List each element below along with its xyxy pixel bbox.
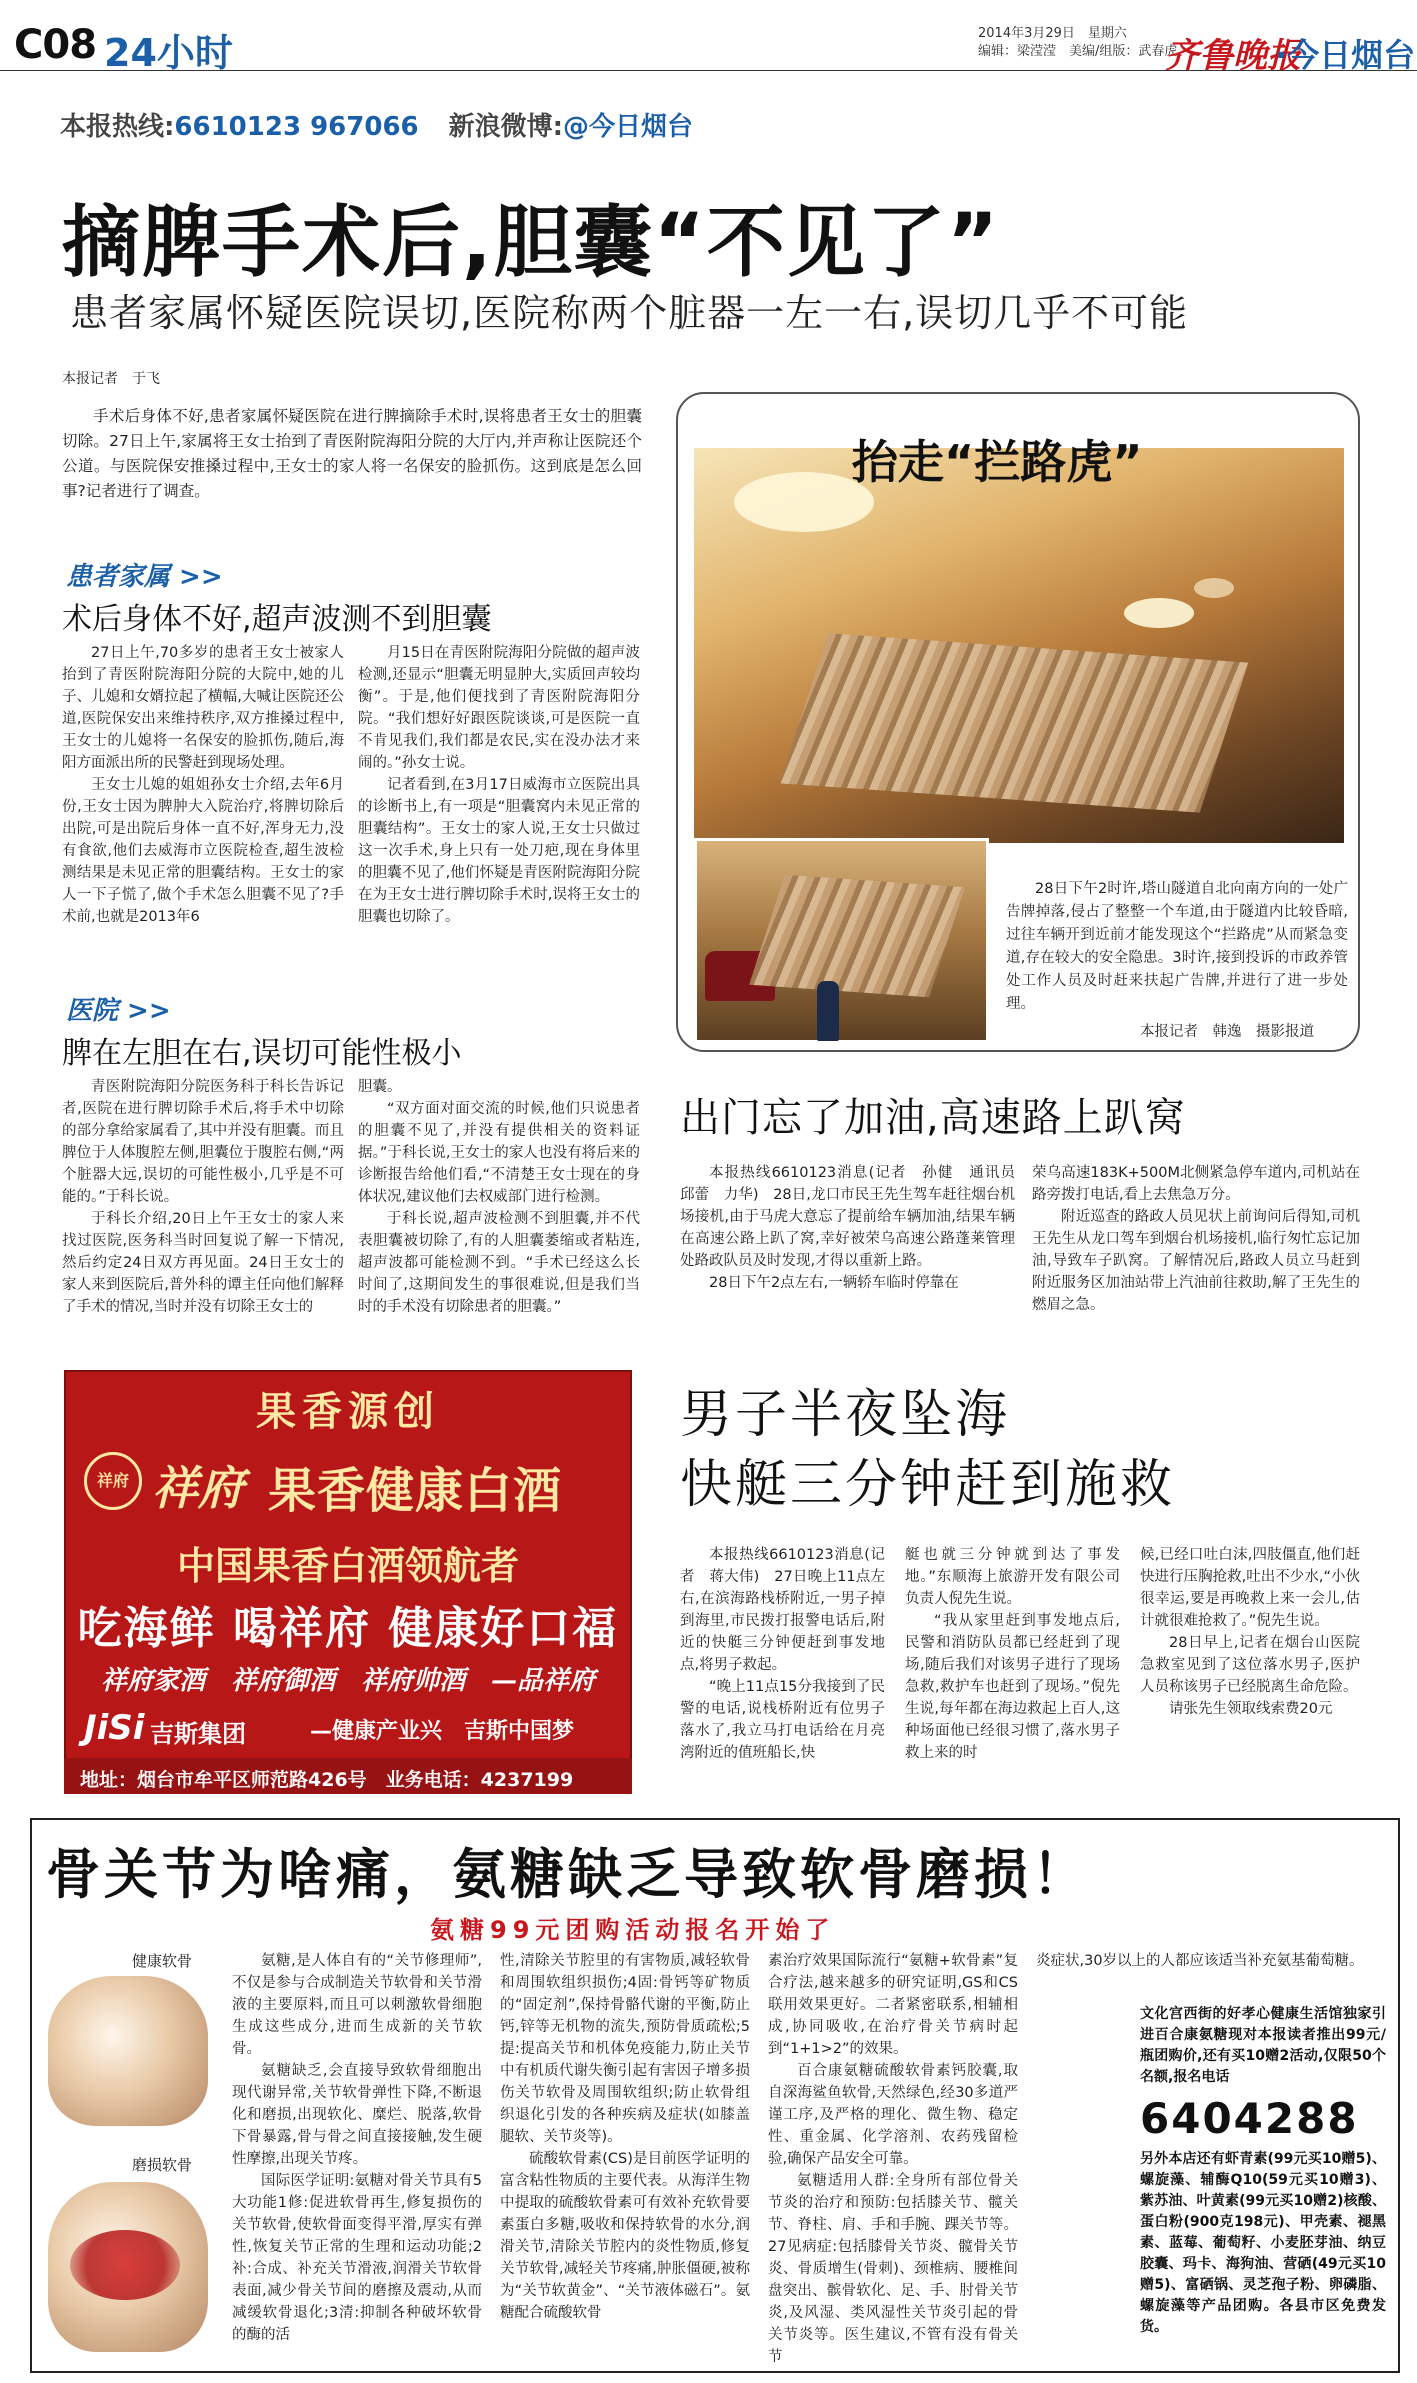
issue-date: 2014年3月29日 星期六 xyxy=(978,26,1127,41)
paragraph: “我从家里赶到事发地点后,民警和消防队员都已经赶到了现场,随后我们对该男子进行了现场急救,救护车也赶到了现场。”倪先生说,每年都在海边救起上百人,这种场面他已经很习惯了,落水男子救上来的时 xyxy=(905,1613,1120,1761)
lead-byline: 本报记者 于飞 xyxy=(62,371,160,387)
ad-column xyxy=(768,1950,1018,2368)
promo-phone: 6404288 xyxy=(1140,2094,1359,2143)
hotline-label: 本报热线: xyxy=(60,112,175,142)
health-ad-title: 骨关节为啥痛，氨糖缺乏导致软骨磨损！ xyxy=(46,1843,1090,1906)
masthead-rule xyxy=(0,70,1417,71)
article-column xyxy=(1140,1544,1360,1720)
paragraph: 氨糖缺乏,会直接导致软骨细胞出现代谢异常,关节软骨弹性下降,不断退化和磨损,出现软化、糜烂、脱落,软骨下骨暴露,骨与骨之间直接接触,发生硬性摩擦,出现关节疼。 xyxy=(232,2063,482,2167)
weibo-label: 新浪微博: xyxy=(448,112,564,142)
worker-figure xyxy=(817,981,839,1041)
paragraph: 性,清除关节腔里的有害物质,减轻软骨和周围软组织损伤;4固:骨钙等矿物质的“固定剂”,保持骨骼代谢的平衡,防止钙,锌等无机物的流失,预防骨质疏松;5提:提高关节和机体免疫能力,防止关节中有机质代谢失衡引起有害因子增多损伤关节软骨及周围软组织;防止软骨组织退化引发的各种疾病及症状(如膝盖腿软、关节炎等)。 xyxy=(500,1953,750,2145)
paragraph: “双方面对面交流的时候,他们只说患者的胆囊不见了,并没有提供相关的资料证据。”于科长说,王女士的家人也没有将后来的诊断报告给他们看,“不清楚王女士现在的身体状况,建议他们去权威部门进行检测。 xyxy=(358,1101,640,1205)
ad-address: 地址：烟台市牟平区师范路426号 业务电话：4237199 xyxy=(64,1758,632,1794)
paragraph: 国际医学证明:氨糖对骨关节具有5大功能1修:促进软骨再生,修复损伤的关节软骨,使软骨面变得平滑,厚实有弹性,恢复关节正常的生理和运动功能;2补:合成、补充关节滑液,润滑关节软骨表面,减少骨关节间的磨擦及震动,从而减缓软骨退化;3清:抑制各种破坏软骨的酶的活 xyxy=(232,2173,482,2343)
paragraph: 百合康氨糖硫酸软骨素钙胶囊,取自深海鲨鱼软骨,天然绿色,经30多道严谨工序,及严格的理化、微生物、稳定性、重金属、化学溶剂、农药残留检验,确保产品安全可靠。 xyxy=(768,2063,1018,2167)
healthy-knee-illustration xyxy=(48,1976,208,2126)
paper-logo: 齐鲁晚报 xyxy=(1165,36,1301,76)
paragraph: 荣乌高速183K+500M北侧紧急停车道内,司机站在路旁拨打电话,看上去焦急万分。 xyxy=(1032,1165,1360,1203)
group-name: 吉斯集团 xyxy=(150,1720,246,1748)
photo-credit: 本报记者 韩逸 摄影报道 xyxy=(1140,1024,1314,1040)
promo-box xyxy=(1140,2004,1386,2338)
section-kicker-family: 患者家属 >> xyxy=(66,562,223,592)
paragraph: 候,已经口吐白沫,四肢僵直,他们赶快进行压胸抢救,吐出不少水,“小伙很幸运,要是再晚救上来一会儿,估计就很难抢救了。”倪先生说。 xyxy=(1140,1547,1360,1629)
paragraph: 于科长说,超声波检测不到胆囊,并不代表胆囊被切除了,有的人胆囊萎缩或者粘连,超声波都可能检测不到。“手术已经这么长时间了,这期间发生的事很难说,但是我们当时的手术没有切除患者的胆囊。” xyxy=(358,1211,640,1315)
paragraph: 于科长介绍,20日上午王女士的家人来找过医院,医务科当时回复说了解一下情况,然后约定24日双方再见面。24日王女士的家人来到医院后,普外科的谭主任向他们解释了手术的情况,当时并没有切除王女士的 xyxy=(62,1211,344,1315)
paragraph: 月15日在青医附院海阳分院做的超声波检测,还显示“胆囊无明显肿大,实质回声较均衡”。于是,他们便找到了青医附院海阳分院。“我们想好好跟医院谈谈,可是医院一直不肯见我们,我们都是农民,实在没办法才来闹的。”孙女士说。 xyxy=(358,645,640,771)
brand-main: 果香健康白酒 xyxy=(268,1463,563,1519)
lead-intro: 手术后身体不好,患者家属怀疑医院在进行脾摘除手术时,误将患者王女士的胆囊切除。27日上午,家属将王女士抬到了青医附院海阳分院的大厅内,并声称让医院还个公道。与医院保安推搡过程中,王女士的家人将一名保安的脸抓伤。这到底是怎么回事?记者进行了调查。 xyxy=(62,407,642,500)
ad-product-line: 祥府家酒 祥府御酒 祥府帅酒 —品祥府 xyxy=(100,1666,595,1696)
photo-caption: 28日下午2时许,塔山隧道自北向南方向的一处广告牌掉落,侵占了整整一个车道,由于隧道内比较昏暗,过往车辆开到近前才能发现这个“拦路虎”从而紧急变道,存在较大的安全隐患。3时许,接到投诉的市政养管处工作人员及时赶来扶起广告牌,并进行了进一步处理。 xyxy=(1006,881,1348,1012)
article-column xyxy=(680,1162,1030,1294)
jisi-logo: JiSi xyxy=(84,1708,145,1748)
paragraph: “晚上11点15分我接到了民警的电话,说栈桥附近有位男子落水了,我立马打电话给在月亮湾附近的值班船长,快 xyxy=(680,1679,885,1761)
ad-column xyxy=(232,1950,482,2346)
article-column xyxy=(680,1544,885,1764)
ad-top-line: 果香源创 xyxy=(256,1388,440,1435)
paragraph: 27日上午,70多岁的患者王女士被家人抬到了青医附院海阳分院的大院中,她的儿子、儿媳和女婿拉起了横幅,大喊让医院还公道,医院保安出来维持秩序,双方推搡过程中,王女士的儿媳将一名保安的脸抓伤,随后,海阳方面派出所的民警赶到现场处理。 xyxy=(62,645,344,771)
editor-credits: 编辑：梁滢滢 美编/组版：武春虎 xyxy=(978,44,1178,59)
weibo-handle: @今日烟台 xyxy=(563,112,694,142)
health-ad-subtitle: 氨糖99元团购活动报名开始了 xyxy=(430,1916,836,1944)
label-healthy-cartilage: 健康软骨 xyxy=(132,1952,193,1970)
paragraph: 本报热线6610123消息(记者 孙健 通讯员 邱蕾 力华) 28日,龙口市民王先生驾车赶往烟台机场接机,由于马虎大意忘了提前给车辆加油,结果车辆在高速公路上趴了窝,幸好被荣乌高速公路蓬莱管理处路政队员及时发现,才得以重新上路。 xyxy=(680,1165,1030,1269)
section-name: 24小时 xyxy=(104,31,233,75)
paragraph: 胆囊。 xyxy=(358,1079,402,1095)
page-number: C08 xyxy=(14,22,97,68)
tunnel-light xyxy=(1194,578,1234,598)
paragraph: 王女士儿媳的姐姐孙女士介绍,去年6月份,王女士因为脾肿大入院治疗,将脾切除后出院,可是出院后身体一直不好,浑身无力,没有食欲,他们去威海市立医院检查,超生波检测结果是未见正常的胆囊结构。王女士的家人一下子慌了,做个手术怎么胆囊不见了?手术前,也就是2013年6 xyxy=(62,777,344,925)
article-column xyxy=(62,642,344,928)
ad-column xyxy=(500,1950,750,2324)
section-title-family: 术后身体不好,超声波测不到胆囊 xyxy=(62,602,492,637)
inset-photo xyxy=(694,838,989,1043)
paragraph: 青医附院海阳分院医务科于科长告诉记者,医院在进行脾切除手术后,将手术中切除的部分拿给家属看了,其中并没有胆囊。而且脾位于人体腹腔左侧,胆囊位于腹腔右侧,“两个脏器大远,误切的可能性极小,几乎是不可能的。”于科长说。 xyxy=(62,1079,344,1205)
article-column xyxy=(62,1076,344,1318)
section-title-hospital: 脾在左胆在右,误切可能性极小 xyxy=(62,1036,462,1071)
story2-headline: 出门忘了加油,高速路上趴窝 xyxy=(680,1095,1186,1141)
paragraph: 28日下午2点左右,一辆轿车临时停靠在 xyxy=(709,1275,959,1291)
paragraph: 请张先生领取线索费20元 xyxy=(1169,1701,1333,1717)
paragraph: 附近巡查的路政人员见状上前询问后得知,司机王先生从龙口驾车到烟台机场接机,临行匆忙忘记加油,导致车子趴窝。了解情况后,路政人员立马赶到附近服务区加油站带上汽油前往救助,解了王先生的燃眉之急。 xyxy=(1032,1209,1360,1313)
lead-subheadline: 患者家属怀疑医院误切,医院称两个脏器一左一右,误切几乎不可能 xyxy=(70,291,1189,335)
article-column xyxy=(1032,1162,1360,1316)
article-column xyxy=(358,642,640,928)
article-column xyxy=(905,1544,1120,1764)
tunnel-photo xyxy=(694,448,1344,843)
promo-details: 另外本店还有虾青素(99元买10赠5)、螺旋藻、辅酶Q10(59元买10赠3)、紫苏油、叶黄素(99元买10赠2)核酸、蛋白粉(900克198元)、甲壳素、褪黑素、蓝莓、葡萄籽、小麦胚芽油、纳豆胶囊、玛卡、海狗油、营硒(49元买10赠5)、富硒锅、灵芝孢子粉、卵磷脂、螺旋藻等产品团购。各县市区免费发货。 xyxy=(1140,2151,1386,2335)
paragraph: 炎症状,30岁以上的人都应该适当补充氨基葡萄糖。 xyxy=(1036,1953,1364,1969)
group-slogan: —健康产业兴 吉斯中国梦 xyxy=(310,1719,575,1744)
ad-slogan-1: 中国果香白酒领航者 xyxy=(176,1543,519,1588)
brand-script: 祥府 xyxy=(152,1461,244,1515)
label-worn-cartilage: 磨损软骨 xyxy=(132,2156,193,2174)
photo-title: 抬走“拦路虎” xyxy=(852,435,1143,489)
paragraph: 艇也就三分钟就到达了事发地。”东顺海上旅游开发有限公司负责人倪先生说。 xyxy=(905,1547,1120,1607)
inflammation-highlight xyxy=(70,2230,180,2300)
story3-headline-line1: 男子半夜坠海 xyxy=(680,1385,1011,1445)
article-column xyxy=(358,1076,640,1318)
fallen-billboard xyxy=(749,875,965,998)
paragraph: 记者看到,在3月17日威海市立医院出具的诊断书上,有一项是“胆囊窝内未见正常的胆囊结构”。王女士的家人说,王女士只做过这一次手术,身上只有一处刀疤,现在身体里的胆囊不见了,他们怀疑是青医附院海阳分院在为王女士进行脾切除手术时,误将王女士的胆囊也切除了。 xyxy=(358,777,640,925)
paragraph: 素治疗效果国际流行“氨糖+软骨素”复合疗法,越来越多的研究证明,GS和CS联用效果更好。二者紧密联系,相辅相成,协同吸收,在治疗骨关节病时起到“1+1>2”的效果。 xyxy=(768,1953,1018,2057)
brand-seal: 祥府 xyxy=(84,1452,142,1510)
paragraph: 硫酸软骨素(CS)是目前医学证明的富含粘性物质的主要代表。从海洋生物中提取的硫酸软骨素可有效补充软骨要素蛋白多糖,吸收和保持软骨的水分,润滑关节,清除关节腔内的炎性物质,修复关节软骨,减轻关节疼痛,肿胀僵硬,被称为“关节软黄金”、“关节液体磁石”。氨糖配合硫酸软骨 xyxy=(500,2151,750,2321)
hotline-bar xyxy=(60,106,693,143)
story3-headline-line2: 快艇三分钟赶到施救 xyxy=(680,1455,1176,1515)
paragraph: 本报热线6610123消息(记者 蒋大伟) 27日晚上11点左右,在滨海路栈桥附近,一男子掉到海里,市民拨打报警电话后,附近的快艇三分钟便赶到事发地点,将男子救起。 xyxy=(680,1547,885,1673)
ad-slogan-2: 吃海鲜 喝祥府 健康好口福 xyxy=(77,1603,619,1654)
paragraph: 氨糖适用人群:全身所有部位骨关节炎的治疗和预防:包括膝关节、髋关节、脊柱、肩、手和手腕、踝关节等。27见病症:包括膝骨关节炎、髋骨关节炎、骨质增生(骨刺)、颈椎病、腰椎间盘突出、髌骨软化、足、手、肘骨关节炎,及风湿、类风湿性关节炎引起的骨关节炎等。医生建议,不管有没有骨关节 xyxy=(768,2173,1018,2365)
lead-headline: 摘脾手术后,胆囊“不见了” xyxy=(62,198,1001,288)
ad-column xyxy=(1036,1950,1386,1972)
paper-edition: ·今日烟台 xyxy=(1275,36,1416,74)
tunnel-light xyxy=(1124,598,1194,628)
promo-text: 文化宫西街的好孝心健康生活馆独家引进百合康氨糖现对本报读者推出99元/瓶团购价,还有买10赠2活动,仅限50个名额,报名电话 xyxy=(1140,2006,1386,2085)
hotline-numbers: 6610123 967066 xyxy=(174,112,419,142)
section-kicker-hospital: 医院 >> xyxy=(66,996,171,1026)
paragraph: 28日早上,记者在烟台山医院急救室见到了这位落水男子,医护人员称该男子已经脱离生命危险。 xyxy=(1140,1635,1360,1695)
paragraph: 氨糖,是人体自有的“关节修理师”,不仅是参与合成制造关节软骨和关节滑液的主要原料,而且可以刺激软骨细胞生成这些成分,进而生成新的关节软骨。 xyxy=(232,1953,482,2057)
fallen-billboard xyxy=(780,633,1249,812)
